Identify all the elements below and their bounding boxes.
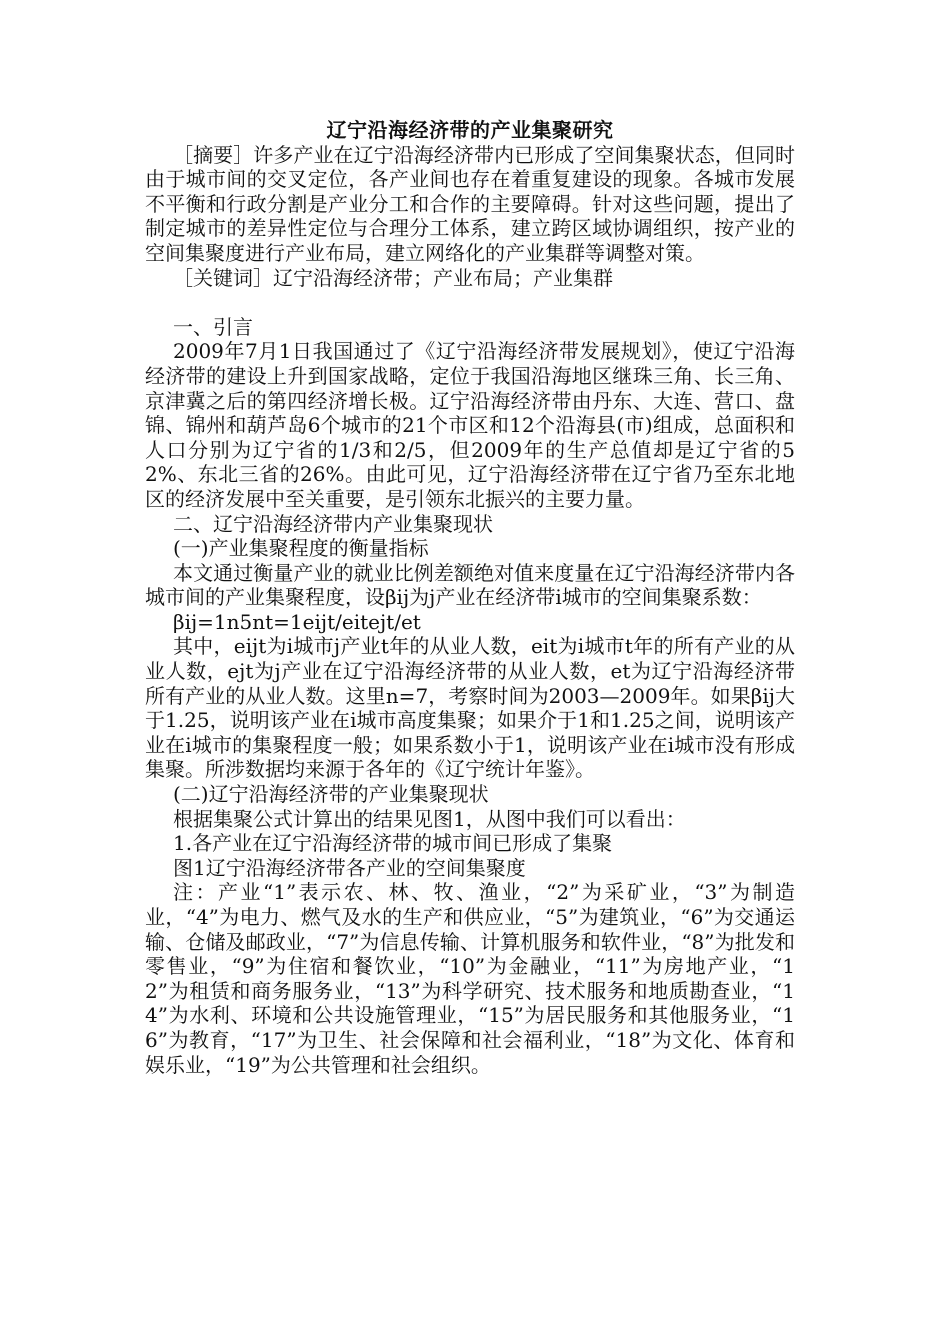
- body-paragraph: 根据集聚公式计算出的结果见图1，从图中我们可以看出：: [173, 806, 686, 831]
- subsection-heading-current: (二)辽宁沿海经济带的产业集聚现状: [173, 782, 489, 807]
- body-paragraph: 本文通过衡量产业的就业比例差额绝对值来度量在辽宁沿海经济带内各城市间的产业集聚程度，设βij为j产业在经济带i城市的空间集聚系数：: [145, 560, 795, 610]
- blank-line: [145, 290, 795, 315]
- keywords-paragraph: ［关键词］辽宁沿海经济带；产业布局；产业集群: [173, 265, 613, 290]
- abstract-paragraph: ［摘要］许多产业在辽宁沿海经济带内已形成了空间集聚状态，但同时由于城市间的交叉定位，各产业间也存在着重复建设的现象。各城市发展不平衡和行政分割是产业分工和合作的主要障碍。针对这些问题，提出了制定城市的差异性定位与合理分工体系，建立跨区域协调组织，按产业的空间集聚度进行产业布局，建立网络化的产业集群等调整对策。: [145, 142, 795, 265]
- section-heading-status: 二、辽宁沿海经济带内产业集聚现状: [173, 511, 493, 536]
- figure-caption: 图1辽宁沿海经济带各产业的空间集聚度: [173, 855, 526, 880]
- document-page: [145, 118, 795, 1077]
- body-paragraph: 2009年7月1日我国通过了《辽宁沿海经济带发展规划》，使辽宁沿海经济带的建设上升到国家战略，定位于我国沿海地区继珠三角、长三角、京津冀之后的第四经济增长极。辽宁沿海经济带由丹东、大连、营口、盘锦、锦州和葫芦岛6个城市的21个市区和12个沿海县(市)组成，总面积和人口分别为辽宁省的1/3和2/5，但2009年的生产总值却是辽宁省的52%、东北三省的26%。由此可见，辽宁沿海经济带在辽宁省乃至东北地区的经济发展中至关重要，是引领东北振兴的主要力量。: [145, 339, 795, 511]
- finding-heading: 1.各产业在辽宁沿海经济带的城市间已形成了集聚: [173, 831, 613, 856]
- subsection-heading-indicator: (一)产业集聚程度的衡量指标: [173, 536, 429, 561]
- formula-line: βij=1n5nt=1eijt/eitejt/et: [173, 609, 421, 634]
- figure-note: 注：产业“1”表示农、林、牧、渔业，“2”为采矿业，“3”为制造业，“4”为电力、燃气及水的生产和供应业，“5”为建筑业，“6”为交通运输、仓储及邮政业，“7”为信息传输、计算机服务和软件业，“8”为批发和零售业，“9”为住宿和餐饮业，“10”为金融业，“11”为房地产业，“12”为租赁和商务服务业，“13”为科学研究、技术服务和地质勘查业，“14”为水利、环境和公共设施管理业，“15”为居民服务和其他服务业，“16”为教育，“17”为卫生、社会保障和社会福利业，“18”为文化、体育和娱乐业，“19”为公共管理和社会组织。: [145, 880, 795, 1077]
- section-heading-introduction: 一、引言: [173, 314, 253, 339]
- body-paragraph: 其中，eijt为i城市j产业t年的从业人数，eit为i城市t年的所有产业的从业人数，ejt为j产业在辽宁沿海经济带的从业人数，et为辽宁沿海经济带所有产业的从业人数。这里n=7，考察时间为2003—2009年。如果βij大于1.25，说明该产业在i城市高度集聚；如果介于1和1.25之间，说明该产业在i城市的集聚程度一般；如果系数小于1，说明该产业在i城市没有形成集聚。所涉数据均来源于各年的《辽宁统计年鉴》。: [145, 634, 795, 782]
- article-title: 辽宁沿海经济带的产业集聚研究: [326, 118, 614, 142]
